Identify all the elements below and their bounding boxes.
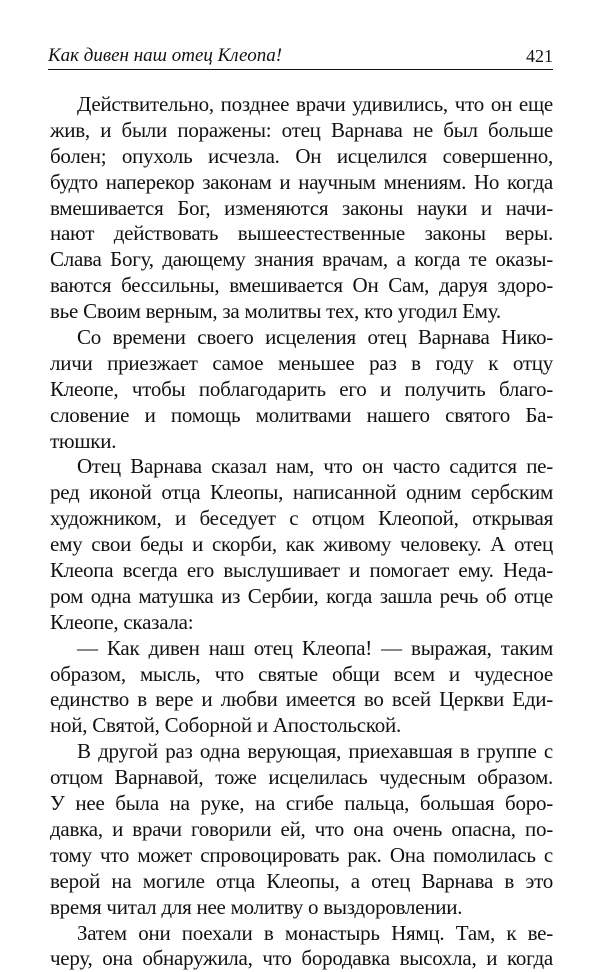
paragraph xyxy=(50,454,553,635)
paragraph xyxy=(50,921,553,972)
text-line: Клеопе, сказала: xyxy=(50,610,553,636)
text-line: ред иконой отца Клеопы, написанной одним сербским xyxy=(50,480,553,506)
text-line: ему свои беды и скорби, как живому человеку. А отец xyxy=(50,532,553,558)
text-line: жив, и были поражены: отец Варнава не был больше xyxy=(50,118,553,144)
text-line: давка, и врачи говорили ей, что она очень опасна, по- xyxy=(50,817,553,843)
text-line: ром одна матушка из Сербии, когда зашла речь об отце xyxy=(50,584,553,610)
text-line: нают действовать вышеестественные законы веры. xyxy=(50,221,553,247)
page-number: 421 xyxy=(526,46,553,67)
paragraph xyxy=(50,325,553,454)
text-line: художником, и беседует с отцом Клеопой, открывая xyxy=(50,506,553,532)
text-line: личи приезжает самое меньшее раз в году к отцу xyxy=(50,351,553,377)
text-line: будто наперекор законам и научным мнениям. Но когда xyxy=(50,170,553,196)
text-line: В другой раз одна верующая, приехавшая в группе с xyxy=(50,739,553,765)
text-line: У нее была на руке, на сгибе пальца, большая боро- xyxy=(50,791,553,817)
text-line: Отец Варнава сказал нам, что он часто садится пе- xyxy=(50,454,553,480)
text-line: вмешивается Бог, изменяются законы науки и начи- xyxy=(50,196,553,222)
text-line: вье Своим верным, за молитвы тех, кто угодил Ему. xyxy=(50,299,553,325)
text-line: Действительно, позднее врачи удивились, что он еще xyxy=(50,92,553,118)
paragraph xyxy=(50,92,553,325)
text-line: время читал для нее молитву о выздоровлении. xyxy=(50,895,553,921)
text-line: тюшки. xyxy=(50,429,553,455)
text-line: черу, она обнаружила, что бородавка высохла, и когда xyxy=(50,946,553,972)
text-line: Затем они поехали в монастырь Нямц. Там, к ве- xyxy=(50,921,553,947)
text-line: — Как дивен наш отец Клеопа! — выражая, таким xyxy=(50,636,553,662)
body-text xyxy=(50,92,553,972)
text-line: единство в вере и любви имеется во всей Церкви Еди- xyxy=(50,687,553,713)
paragraph xyxy=(50,739,553,920)
text-line: отцом Варнавой, тоже исцелилась чудесным образом. xyxy=(50,765,553,791)
running-title: Как дивен наш отец Клеопа! xyxy=(48,45,282,67)
text-line: образом, мысль, что святые общи всем и чудесное xyxy=(50,662,553,688)
text-line: Со времени своего исцеления отец Варнава Нико- xyxy=(50,325,553,351)
text-line: словение и помощь молитвами нашего святого Ба- xyxy=(50,403,553,429)
text-line: Клеопе, чтобы поблагодарить его и получить благо- xyxy=(50,377,553,403)
text-line: тому что может спровоцировать рак. Она помолилась с xyxy=(50,843,553,869)
running-header xyxy=(48,45,553,70)
text-line: ваются бессильны, вмешивается Он Сам, даруя здоро- xyxy=(50,273,553,299)
text-line: болен; опухоль исчезла. Он исцелился совершенно, xyxy=(50,144,553,170)
paragraph xyxy=(50,636,553,740)
text-line: верой на могиле отца Клеопы, а отец Варнава в это xyxy=(50,869,553,895)
text-line: Клеопа всегда его выслушивает и помогает ему. Неда- xyxy=(50,558,553,584)
text-line: ной, Святой, Соборной и Апостольской. xyxy=(50,713,553,739)
text-line: Слава Богу, дающему знания врачам, а когда те оказы- xyxy=(50,247,553,273)
